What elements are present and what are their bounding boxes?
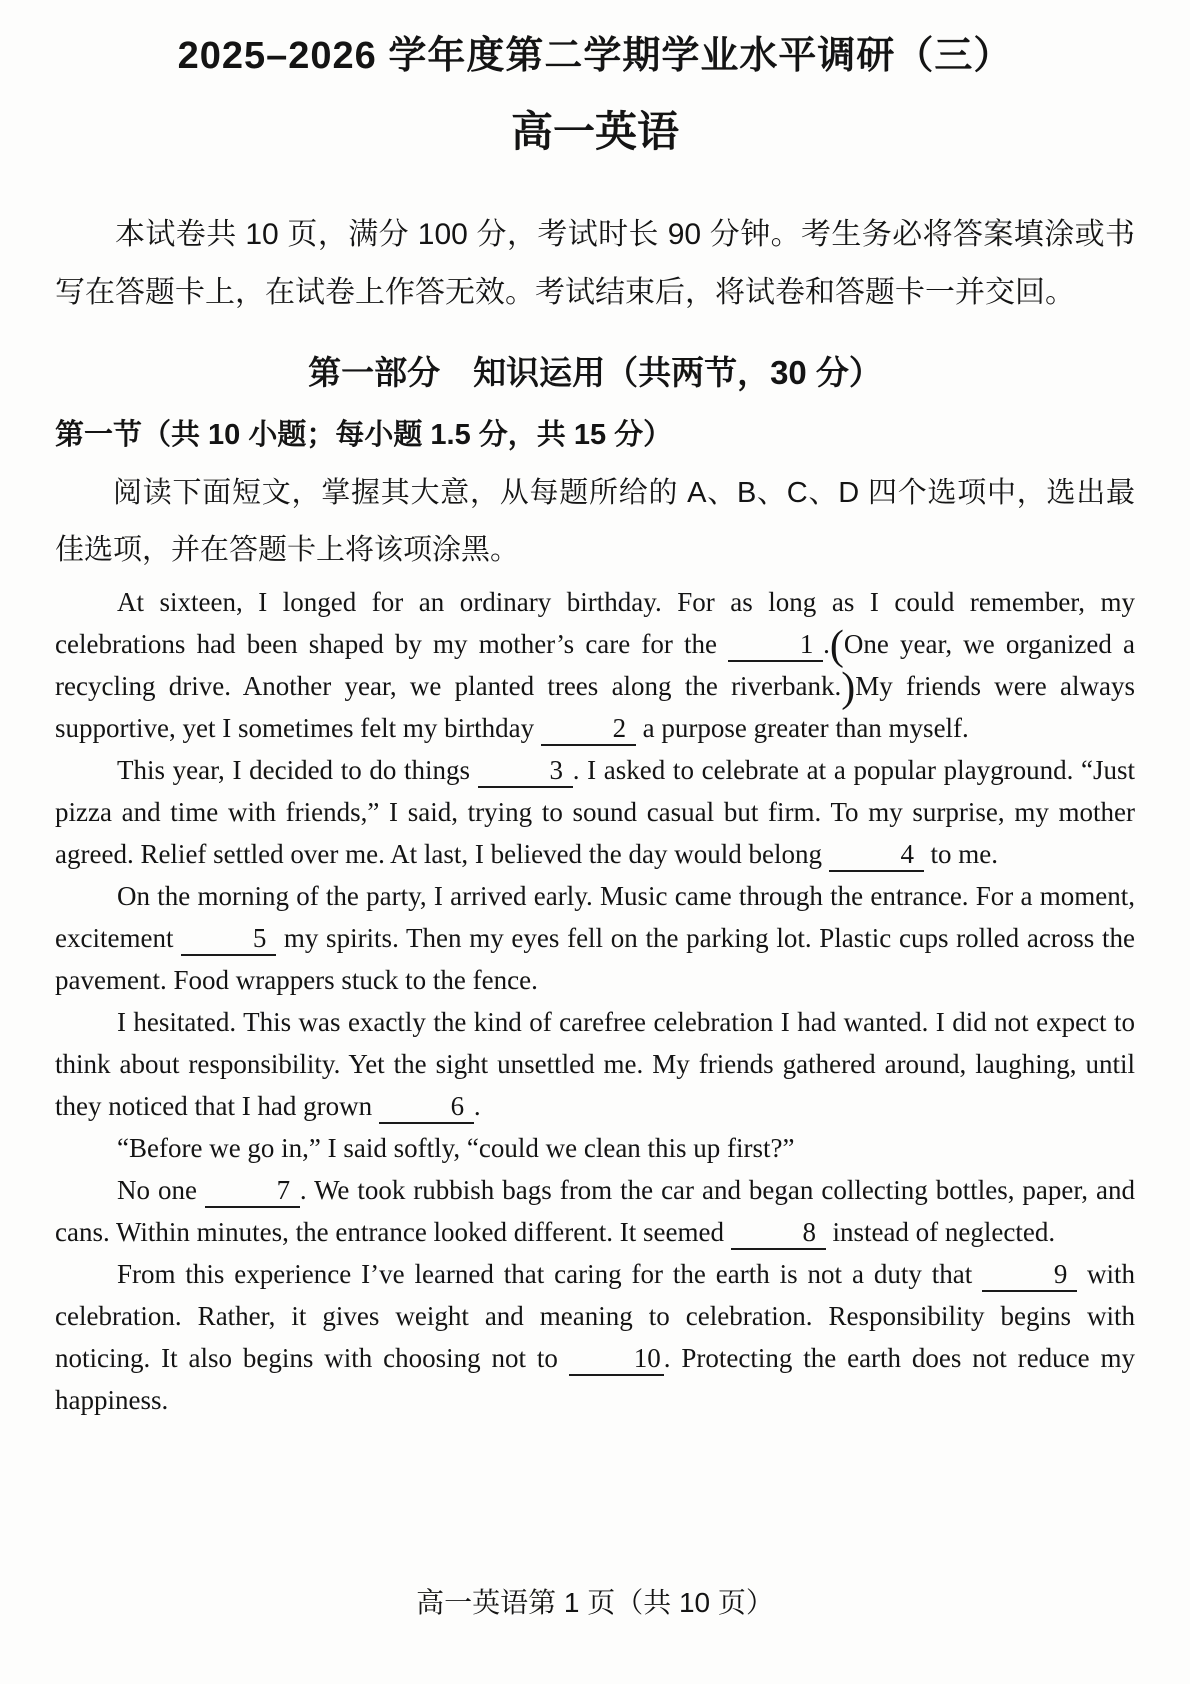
cloze-blank-1: 1	[728, 630, 823, 662]
passage-paragraph: On the morning of the party, I arrived early. Music came through the entrance. For a moment, excitement 5 my spirits. Then my eyes fell on the parking lot. Plastic cups rolled across the pavement. Food wrappers stuck to the fence.	[55, 881, 1136, 996]
exam-notice: 本试卷共 10 页，满分 100 分，考试时长 90 分钟。考生务必将答案填涂或书写在答题卡上，在试卷上作答无效。考试结束后，将试卷和答题卡一并交回。	[55, 217, 1135, 309]
passage-paragraph: No one 7 . We took rubbish bags from the car and began collecting bottles, paper, and cans. Within minutes, the entrance looked different. It seemed 8 instead of neglected.	[55, 1169, 1135, 1253]
passage-paragraph: I hesitated. This was exactly the kind of carefree celebration I had wanted. I did not expect to think about responsibility. Yet the sight unsettled me. My friends gathered around, laughing, until they noticed that I had grown 6 .	[55, 1001, 1135, 1127]
cloze-blank-5: 5	[181, 924, 276, 956]
exam-subject: 高一英语	[510, 107, 679, 155]
cloze-passage	[55, 581, 1135, 1421]
cloze-blank-8: 8	[731, 1218, 826, 1250]
cloze-blank-2: 2	[541, 714, 636, 746]
cloze-blank-3: 3	[478, 756, 573, 788]
passage-paragraph: “Before we go in,” I said softly, “could we clean this up first?”	[117, 1133, 795, 1164]
page-footer: 高一英语第 1 页（共 10 页）	[416, 1587, 774, 1618]
annotation-paren: )	[841, 665, 856, 712]
exam-title: 2025–2026 学年度第二学期学业水平调研（三）	[177, 35, 1013, 77]
section1-label: 第一节（共 10 小题；每小题 1.5 分，共 15 分）	[55, 419, 673, 452]
passage-paragraph: At sixteen, I longed for an ordinary birthday. For as long as I could remember, my celebrations had been shaped by my mother’s care for the 1 .(One year, we organized a recycling drive. Another year, we planted trees along the riverbank.)My friends were always supportive, yet I sometimes felt my birthday 2 a purpose greater than myself.	[55, 581, 1135, 749]
annotation-paren: (	[829, 623, 844, 670]
cloze-blank-9: 9	[982, 1260, 1077, 1292]
cloze-blank-7: 7	[205, 1176, 300, 1208]
cloze-blank-10: 10	[569, 1344, 664, 1376]
part1-heading: 第一部分 知识运用（共两节，30 分）	[308, 353, 882, 391]
section1-instructions: 阅读下面短文，掌握其大意，从每题所给的 A、B、C、D 四个选项中，选出最佳选项，并在答题卡上将该项涂黑。	[55, 477, 1135, 567]
cloze-blank-4: 4	[829, 840, 924, 872]
passage-paragraph: This year, I decided to do things 3 . I asked to celebrate at a popular playground. “Just pizza and time with friends,” I said, trying to sound casual but firm. To my surprise, my mother agreed. Relief settled over me. At last, I believed the day would belong 4 to me.	[55, 749, 1135, 875]
cloze-blank-6: 6	[379, 1092, 474, 1124]
passage-paragraph: From this experience I’ve learned that caring for the earth is not a duty that 9 with celebration. Rather, it gives weight and meaning to celebration. Responsibility begins with noticing. It also begins with choosing not to 10 . Protecting the earth does not reduce my happiness.	[55, 1259, 1135, 1416]
